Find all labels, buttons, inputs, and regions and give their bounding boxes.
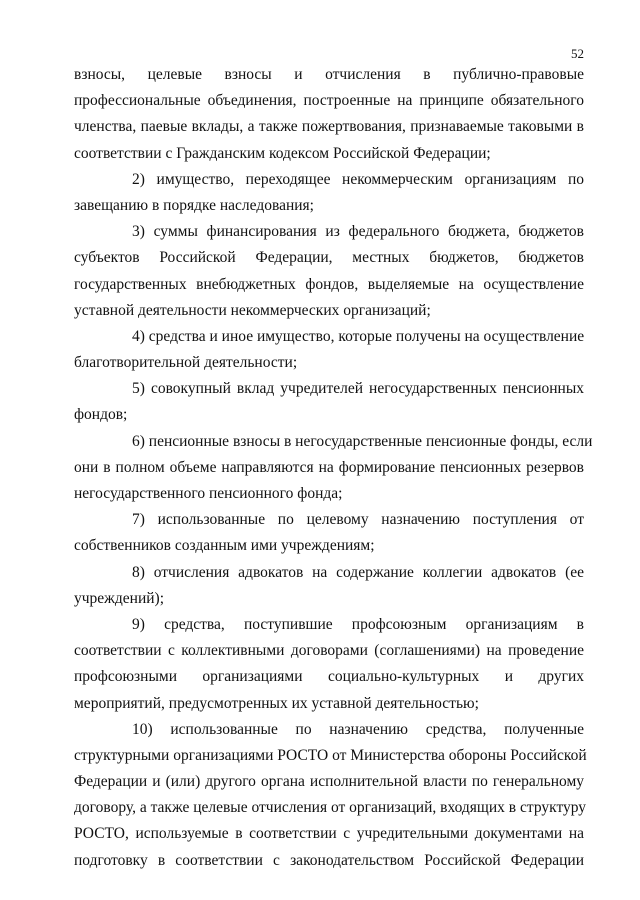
- list-item-2: [74, 167, 584, 219]
- list-item-5: [74, 376, 584, 428]
- text-line: Федерации и (или) другого органа исполнительной власти по генеральному: [74, 773, 584, 791]
- text-line: РОСТО, используемые в соответствии с учредительными документами на: [74, 825, 584, 843]
- text-line: подготовку в соответствии с законодательством Российской Федерации: [74, 851, 584, 869]
- text-line: благотворительной деятельности;: [74, 354, 298, 372]
- text-line: субъектов Российской Федерации, местных бюджетов, бюджетов: [74, 249, 584, 267]
- body-text: [74, 62, 593, 874]
- text-line: 8) отчисления адвокатов на содержание коллегии адвокатов (ее: [132, 563, 584, 581]
- text-line: 5) совокупный вклад учредителей негосударственных пенсионных: [132, 380, 584, 398]
- text-line: взносы, целевые взносы и отчисления в публично-правовые: [74, 66, 584, 83]
- list-item-6: [74, 429, 593, 508]
- text-line: структурными организациями РОСТО от Министерства обороны Российской: [74, 746, 587, 764]
- text-line: 10) использованные по назначению средства, полученные: [132, 720, 584, 738]
- list-item-9: [74, 612, 584, 717]
- text-line: негосударственного пенсионного фонда;: [74, 485, 343, 502]
- text-line: соответствии с коллективными договорами (соглашениями) на проведение: [74, 642, 584, 660]
- list-item-10: [74, 717, 587, 874]
- text-line: государственных внебюджетных фондов, выделяемые на осуществление: [74, 275, 584, 293]
- text-line: 9) средства, поступившие профсоюзным организациям в: [132, 615, 584, 633]
- page-number: 52: [571, 46, 584, 61]
- list-item-3: [74, 219, 584, 324]
- text-line: договору, а также целевые отчисления от организаций, входящих в структуру: [74, 799, 587, 817]
- text-line: они в полном объеме направляются на формирование пенсионных резервов: [74, 458, 584, 476]
- text-line: профессиональные объединения, построенные на принципе обязательного: [74, 92, 584, 110]
- text-line: 3) суммы финансирования из федерального бюджета, бюджетов: [132, 223, 584, 241]
- text-line: завещанию в порядке наследования;: [74, 196, 314, 214]
- text-line: 6) пенсионные взносы в негосударственные пенсионные фонды, если: [132, 432, 593, 450]
- text-line: членства, паевые вклады, а также пожертвования, признаваемые таковыми в: [74, 118, 584, 136]
- text-line: фондов;: [74, 406, 128, 424]
- text-line: 7) использованные по целевому назначению поступления от: [132, 511, 584, 529]
- text-line: уставной деятельности некоммерческих организаций;: [74, 301, 431, 319]
- list-item-8: [74, 560, 584, 612]
- text-line: учреждений);: [74, 589, 165, 607]
- text-line: 4) средства и иное имущество, которые получены на осуществление: [132, 327, 585, 345]
- text-line: соответствии с Гражданским кодексом Российской Федерации;: [74, 144, 491, 162]
- text-line: собственников созданным ими учреждениям;: [74, 537, 375, 555]
- text-line: 2) имущество, переходящее некоммерческим организациям по: [132, 170, 584, 188]
- list-item-7: [74, 507, 584, 559]
- paragraph-continuation: [74, 62, 584, 167]
- text-line: мероприятий, предусмотренных их уставной деятельностью;: [74, 694, 479, 712]
- list-item-4: [74, 324, 584, 376]
- text-line: профсоюзными организациями социально-культурных и других: [74, 668, 584, 686]
